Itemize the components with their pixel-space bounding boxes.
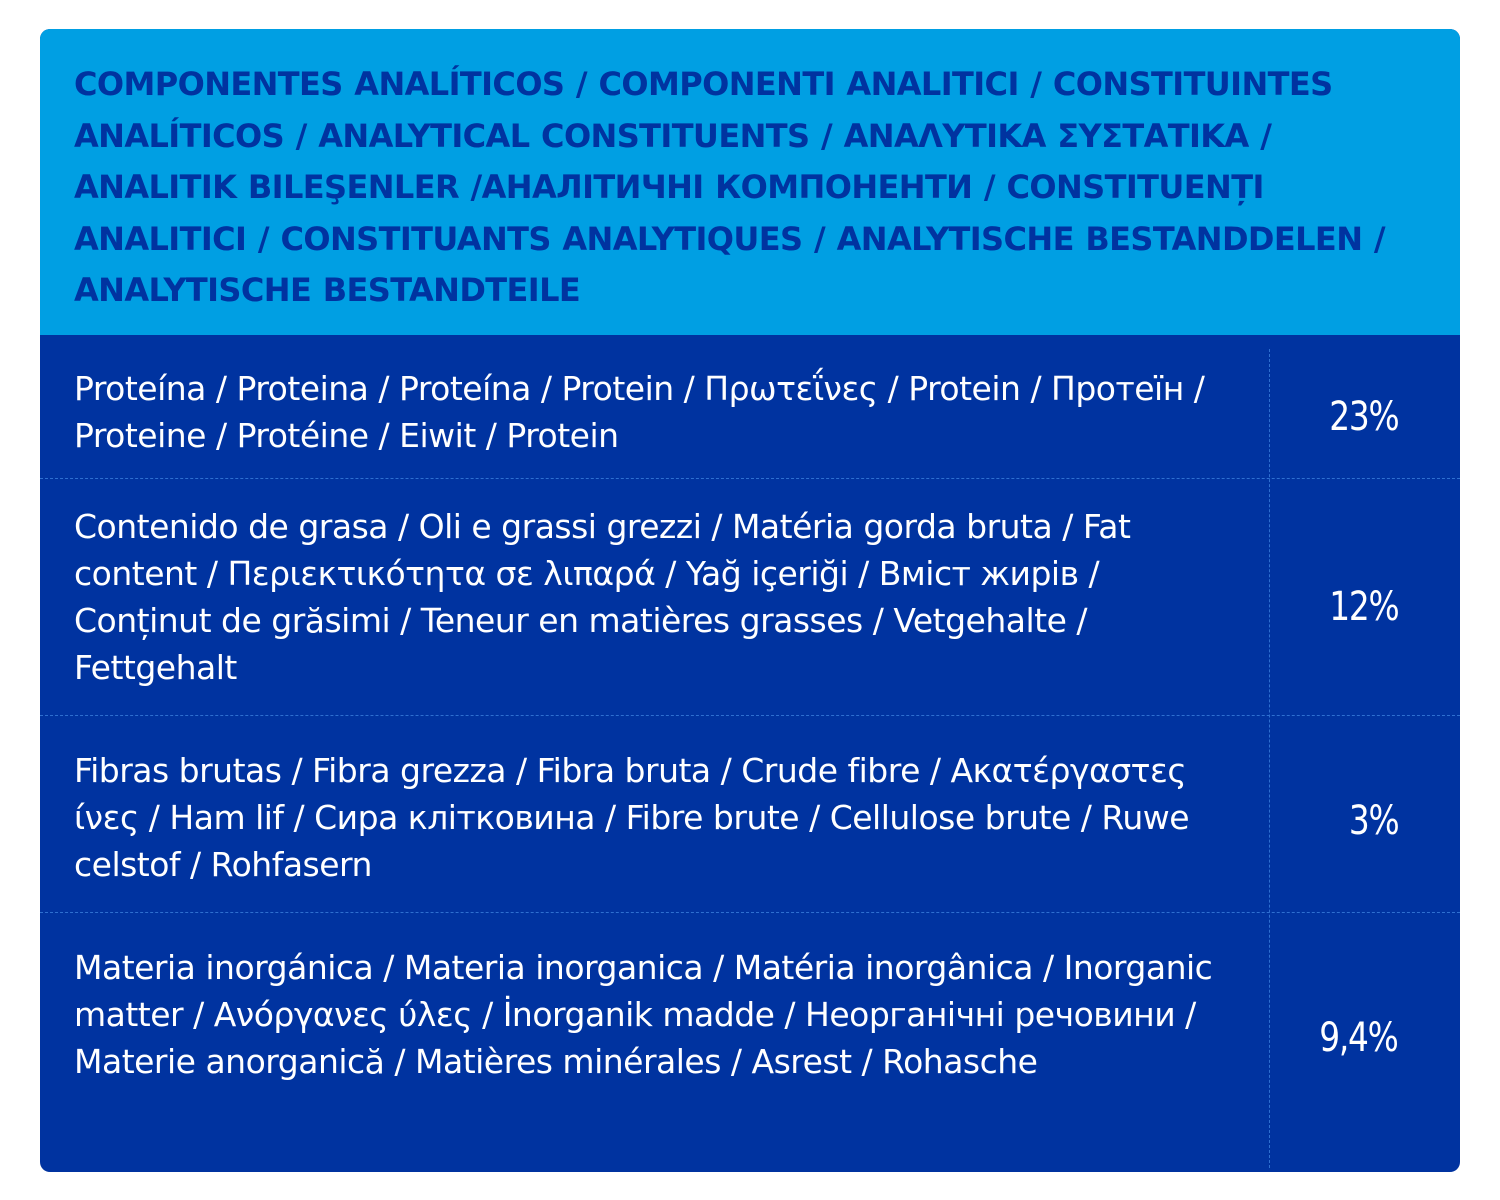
table-row-protein: [40, 335, 1460, 478]
header-title: COMPONENTES ANALÍTICOS / COMPONENTI ANALITICI / CONSTITUINTES ANALÍTICOS / ANALYTICAL CONSTITUENTS / ΑΝΑΛΥΤΙΚΑ ΣΥΣΤΑΤΙΚΑ / ANALITIK BILEŞENLER /АНАЛІТИЧНІ КОМПОНЕНТИ / CONSTITUENȚI ANALITICI / CONSTITUANTS ANALYTIQUES / ANALYTISCHE BESTANDDELEN / ANALYTISCHE BESTANDTEILE: [74, 65, 1386, 309]
table-row-fibre: [40, 715, 1460, 912]
row-label-inorganic: Materia inorgánica / Materia inorganica / Matéria inorgânica / Inorganic matter / Ανόργανες ύλες / İnorganik madde / Неорганічні речовини / Materie anorganică / Matières minérales / Asrest / Rohasche: [74, 948, 1213, 1081]
table-row-fat: [40, 478, 1460, 715]
row-value-protein: 23%: [1328, 394, 1398, 440]
header-band: [40, 29, 1460, 335]
row-value-inorganic: 9,4%: [1319, 1015, 1398, 1061]
analytical-constituents-panel: [40, 29, 1460, 1172]
row-label-protein: Proteína / Proteina / Proteína / Protein / Πρωτεΐνες / Protein / Протеїн / Proteine / Protéine / Eiwit / Protein: [74, 369, 1205, 455]
row-value-fibre: 3%: [1348, 798, 1398, 844]
table-row-inorganic: [40, 912, 1460, 1172]
constituents-table: [40, 335, 1460, 1172]
row-label-fat: Contenido de grasa / Oli e grassi grezzi / Matéria gorda bruta / Fat content / Περιεκτικότητα σε λιπαρά / Yağ içeriği / Вміст жирів / Conținut de grăsimi / Teneur en matières grasses / Vetgehalte / Fettgehalt: [74, 507, 1131, 687]
row-value-fat: 12%: [1328, 584, 1398, 630]
row-label-fibre: Fibras brutas / Fibra grezza / Fibra bruta / Crude fibre / Ακατέργαστες ίνες / Ham lif / Сира клітковина / Fibre brute / Cellulose brute / Ruwe celstof / Rohfasern: [74, 751, 1190, 884]
